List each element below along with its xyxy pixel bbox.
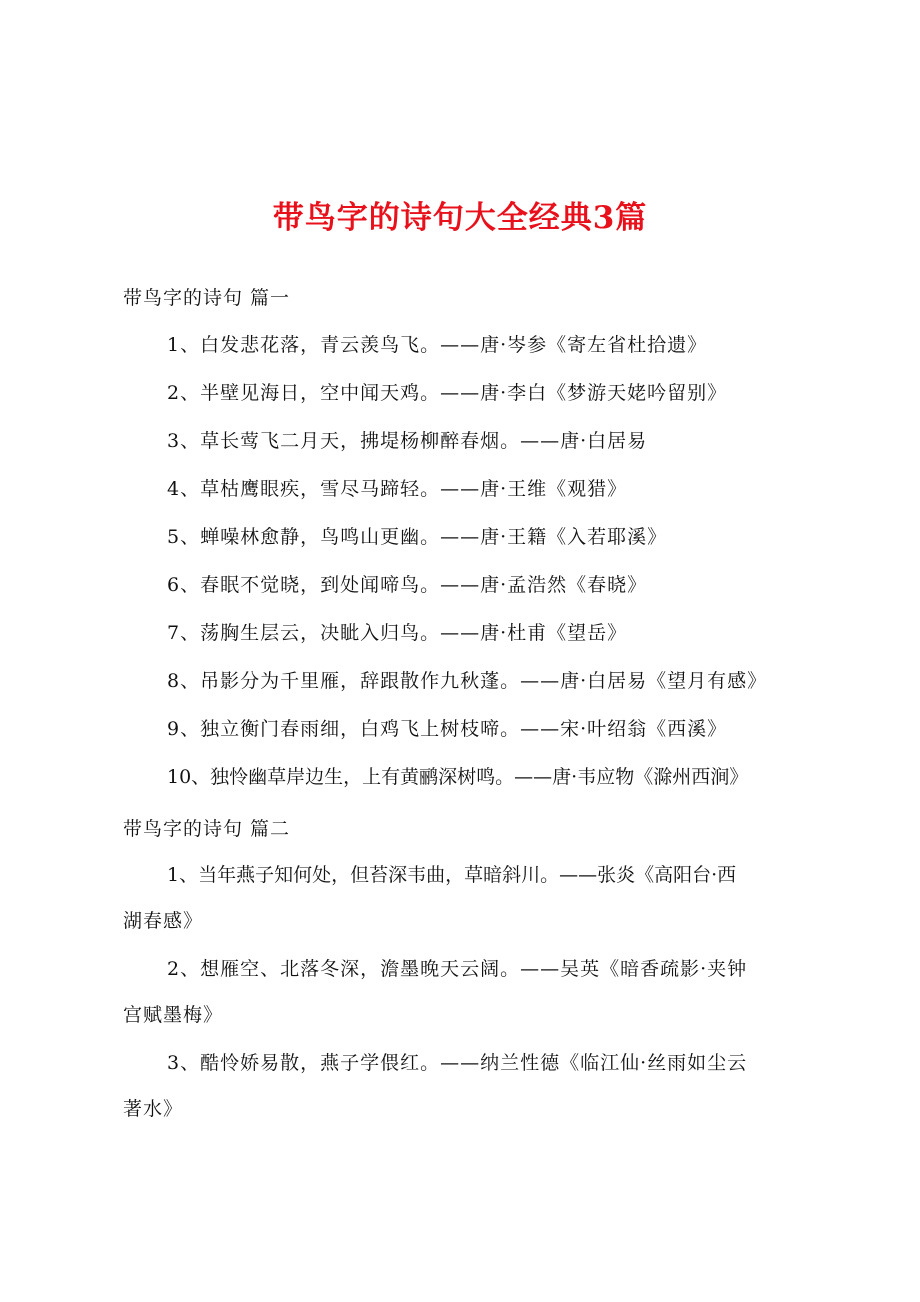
poem-line: 5、蝉噪林愈静，鸟鸣山更幽。——唐·王籍《入若耶溪》 — [167, 526, 668, 548]
poem-line-continuation: 宫赋墨梅》 — [123, 1004, 224, 1026]
poem-line: 2、想雁空、北落冬深，澹墨晚天云阔。——吴英《暗香疏影·夹钟 — [167, 958, 748, 980]
section-1-items — [123, 329, 767, 809]
poem-line: 6、春眠不觉晓，到处闻啼鸟。——唐·孟浩然《春晓》 — [167, 574, 648, 596]
poem-line: 1、当年燕子知何处，但苔深韦曲，草暗斜川。——张炎《高阳台·西 — [167, 864, 737, 886]
document-title: 带鸟字的诗句大全经典3篇 — [272, 200, 648, 236]
poem-line: 7、荡胸生层云，决眦入归鸟。——唐·杜甫《望岳》 — [167, 622, 628, 644]
section-heading: 带鸟字的诗句 篇一 — [123, 287, 291, 309]
section-heading: 带鸟字的诗句 篇二 — [123, 818, 291, 840]
poem-line: 1、白发悲花落，青云羡鸟飞。——唐·岑参《寄左省杜拾遗》 — [167, 334, 708, 356]
poem-line: 3、草长莺飞二月天，拂堤杨柳醉春烟。——唐·白居易 — [167, 430, 648, 452]
poem-line: 4、草枯鹰眼疾，雪尽马蹄轻。——唐·王维《观猎》 — [167, 478, 628, 500]
poem-line: 2、半壁见海日，空中闻天鸡。——唐·李白《梦游天姥吟留别》 — [167, 382, 728, 404]
poem-line: 8、吊影分为千里雁，辞跟散作九秋蓬。——唐·白居易《望月有感》 — [167, 670, 768, 692]
poem-line-continuation: 著水》 — [123, 1098, 184, 1120]
section-2 — [123, 813, 290, 845]
poem-line: 10、独怜幽草岸边生，上有黄鹂深树鸣。——唐·韦应物《滁州西涧》 — [167, 766, 749, 788]
poem-line: 9、独立衡门春雨细，白鸡飞上树枝啼。——宋·叶绍翁《西溪》 — [167, 718, 728, 740]
section-2-items — [123, 859, 747, 1125]
poem-line: 3、酷怜娇易散，燕子学偎红。——纳兰性德《临江仙·丝雨如尘云 — [167, 1052, 748, 1074]
poem-line-continuation: 湖春感》 — [123, 910, 204, 932]
section-1 — [123, 282, 290, 314]
